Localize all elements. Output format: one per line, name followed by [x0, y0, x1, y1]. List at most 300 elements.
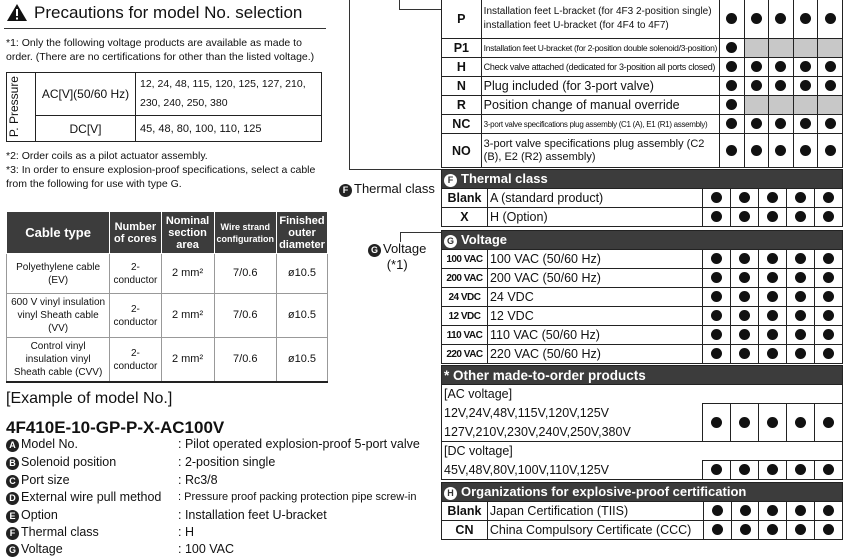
- cable-table: [6, 211, 328, 383]
- precautions-heading: [6, 3, 302, 23]
- example-label: External wire pull method: [21, 490, 162, 504]
- unavailable-cell: [744, 96, 769, 115]
- filled-circle-icon: [712, 505, 723, 516]
- ac-voltage-line: 12V,24V,48V,115V,120V,125V: [442, 404, 703, 423]
- cable-strand: 7/0.6: [214, 338, 277, 383]
- example-title: [Example of model No.]: [6, 390, 173, 407]
- certification-code: Blank: [442, 502, 488, 521]
- availability-mark: [731, 288, 759, 307]
- availability-mark: [787, 521, 815, 540]
- filled-circle-icon: [825, 80, 836, 91]
- filled-circle-icon: [775, 80, 786, 91]
- filled-circle-icon: [795, 348, 806, 359]
- example-row: [6, 454, 436, 471]
- filled-circle-icon: [775, 145, 786, 156]
- cable-strand: 7/0.6: [214, 294, 277, 338]
- option-code: NC: [442, 115, 482, 134]
- letter-c-icon: C: [6, 475, 19, 488]
- warning-icon: [6, 3, 28, 22]
- availability-mark: [759, 404, 787, 442]
- table-row: [442, 521, 843, 540]
- cable-cores: 2-conductor: [110, 254, 161, 294]
- filled-circle-icon: [767, 417, 778, 428]
- filled-circle-icon: [711, 291, 722, 302]
- filled-circle-icon: [711, 310, 722, 321]
- option-desc: Position change of manual override: [481, 96, 719, 115]
- filled-circle-icon: [767, 291, 778, 302]
- dc-label: DC[V]: [36, 116, 136, 142]
- filled-circle-icon: [711, 464, 722, 475]
- availability-mark: [703, 288, 731, 307]
- cable-header-type: Cable type: [7, 212, 110, 254]
- example-row: [6, 472, 436, 489]
- availability-mark: [787, 307, 815, 326]
- table-row: [442, 58, 843, 77]
- filled-circle-icon: [751, 145, 762, 156]
- availability-mark: [720, 134, 745, 168]
- availability-mark: [787, 269, 815, 288]
- letter-d-icon: D: [6, 492, 19, 505]
- note-2: *2: Order coils as a pilot actuator assembly.: [6, 150, 208, 162]
- cable-type: 600 V vinyl insulation vinyl Sheath cable (VV): [7, 294, 110, 338]
- cable-type: Control vinyl insulation vinyl Sheath cable (CVV): [7, 338, 110, 383]
- availability-mark: [815, 521, 843, 540]
- option-code: N: [442, 77, 482, 96]
- option-desc: 3-port valve specifications plug assembly (C1 (A), E1 (R1) assembly): [481, 115, 719, 134]
- ac-voltage-line: 127V,210V,230V,240V,250V,380V: [442, 423, 703, 442]
- availability-mark: [815, 208, 843, 227]
- filled-circle-icon: [823, 291, 834, 302]
- example-row: [6, 541, 436, 558]
- availability-mark: [744, 77, 769, 96]
- filled-circle-icon: [823, 272, 834, 283]
- availability-mark: [720, 77, 745, 96]
- availability-mark: [787, 288, 815, 307]
- availability-mark: [759, 461, 787, 480]
- letter-e-icon: E: [6, 510, 19, 523]
- filled-circle-icon: [795, 192, 806, 203]
- availability-mark: [793, 77, 818, 96]
- filled-circle-icon: [800, 13, 811, 24]
- table-row: [442, 461, 843, 480]
- filled-circle-icon: [767, 192, 778, 203]
- dc-values: 45, 48, 80, 100, 110, 125: [136, 116, 322, 142]
- cable-diameter: ø10.5: [277, 338, 328, 383]
- table-row: [442, 345, 843, 364]
- filled-circle-icon: [795, 505, 806, 516]
- filled-circle-icon: [800, 145, 811, 156]
- availability-mark: [793, 115, 818, 134]
- availability-mark: [815, 461, 843, 480]
- letter-g-icon: G: [368, 244, 381, 257]
- thermal-code: Blank: [442, 189, 488, 208]
- availability-mark: [731, 404, 759, 442]
- filled-circle-icon: [726, 61, 737, 72]
- availability-mark: [793, 134, 818, 168]
- thermal-class-title: Thermal class: [461, 171, 548, 186]
- example-label: Thermal class: [21, 525, 99, 539]
- availability-mark: [703, 250, 731, 269]
- pressure-label: P. Pressure: [7, 76, 21, 138]
- note-3: *3: In order to ensure explosion-proof specifications, select a cable from the following for use with type G.: [6, 164, 316, 190]
- heading-divider: [4, 28, 326, 29]
- example-label: Port size: [21, 473, 70, 487]
- voltage-code: 100 VAC: [442, 250, 488, 269]
- table-row: [442, 250, 843, 269]
- example-row: [6, 524, 436, 541]
- thermal-desc: A (standard product): [487, 189, 702, 208]
- table-row: [442, 307, 843, 326]
- availability-mark: [759, 326, 787, 345]
- availability-mark: [787, 208, 815, 227]
- thermal-class-header: [442, 170, 843, 189]
- unavailable-cell: [769, 39, 794, 58]
- filled-circle-icon: [711, 211, 722, 222]
- filled-circle-icon: [795, 524, 806, 535]
- thermal-desc: H (Option): [487, 208, 702, 227]
- example-value: : Pilot operated explosion-proof 5-port valve: [178, 437, 420, 451]
- table-row: [442, 0, 843, 39]
- availability-mark: [720, 58, 745, 77]
- availability-mark: [744, 134, 769, 168]
- thermal-class-connector-label: [339, 181, 435, 197]
- table-row: [442, 326, 843, 345]
- filled-circle-icon: [775, 118, 786, 129]
- filled-circle-icon: [767, 348, 778, 359]
- filled-circle-icon: [795, 253, 806, 264]
- option-desc: Installation feet U-bracket (for 2-position double solenoid/3-position): [481, 39, 719, 58]
- voltage-desc: 220 VAC (50/60 Hz): [487, 345, 702, 364]
- cable-area: 2 mm²: [161, 294, 214, 338]
- filled-circle-icon: [795, 464, 806, 475]
- letter-h-icon: H: [444, 487, 457, 500]
- table-row: [442, 96, 843, 115]
- voltage-desc: 12 VDC: [487, 307, 702, 326]
- availability-mark: [787, 189, 815, 208]
- option-code: P: [442, 0, 482, 39]
- voltage-desc: 110 VAC (50/60 Hz): [487, 326, 702, 345]
- availability-mark: [787, 250, 815, 269]
- precautions-title: Precautions for model No. selection: [34, 3, 303, 22]
- ac-values: 12, 24, 48, 115, 120, 125, 127, 210, 230, 240, 250, 380: [136, 73, 322, 116]
- filled-circle-icon: [740, 505, 751, 516]
- voltage-desc: 24 VDC: [487, 288, 702, 307]
- availability-mark: [818, 134, 843, 168]
- table-row: [442, 189, 843, 208]
- filled-circle-icon: [712, 524, 723, 535]
- filled-circle-icon: [795, 310, 806, 321]
- availability-mark: [818, 58, 843, 77]
- cable-strand: 7/0.6: [214, 254, 277, 294]
- availability-mark: [793, 58, 818, 77]
- thermal-class-table: [441, 169, 843, 227]
- availability-mark: [731, 208, 759, 227]
- note-1: *1: Only the following voltage products are available as made to order. (There are no certifications for other than the listed voltage.): [6, 37, 315, 63]
- table-row: [442, 208, 843, 227]
- availability-mark: [731, 250, 759, 269]
- connector-line: [399, 9, 441, 10]
- availability-mark: [744, 58, 769, 77]
- availability-mark: [759, 189, 787, 208]
- connector-line: [400, 232, 441, 233]
- table-row: [7, 294, 328, 338]
- filled-circle-icon: [795, 272, 806, 283]
- example-model: 4F410E-10-GP-P-X-AC100V: [6, 418, 225, 437]
- filled-circle-icon: [825, 145, 836, 156]
- availability-mark: [759, 345, 787, 364]
- filled-circle-icon: [711, 417, 722, 428]
- table-row: [442, 502, 843, 521]
- availability-mark: [703, 521, 731, 540]
- table-row: [442, 77, 843, 96]
- availability-mark: [787, 461, 815, 480]
- pressure-cell: [7, 73, 36, 142]
- filled-circle-icon: [726, 145, 737, 156]
- filled-circle-icon: [751, 118, 762, 129]
- availability-mark: [744, 115, 769, 134]
- filled-circle-icon: [795, 329, 806, 340]
- availability-mark: [703, 345, 731, 364]
- option-desc: Check valve attached (dedicated for 3-position all ports closed): [481, 58, 719, 77]
- option-code: R: [442, 96, 482, 115]
- option-table: [441, 0, 843, 168]
- filled-circle-icon: [739, 310, 750, 321]
- availability-mark: [731, 326, 759, 345]
- letter-f-icon: F: [444, 174, 457, 187]
- cable-area: 2 mm²: [161, 338, 214, 383]
- table-row: [442, 404, 843, 423]
- availability-mark: [787, 502, 815, 521]
- availability-mark: [731, 502, 759, 521]
- filled-circle-icon: [795, 291, 806, 302]
- filled-circle-icon: [739, 329, 750, 340]
- example-row: [6, 436, 436, 453]
- availability-mark: [720, 96, 745, 115]
- availability-mark: [815, 404, 843, 442]
- filled-circle-icon: [823, 310, 834, 321]
- voltage-label: Voltage: [383, 241, 427, 256]
- filled-circle-icon: [751, 80, 762, 91]
- filled-circle-icon: [823, 524, 834, 535]
- example-value: : 100 VAC: [178, 542, 235, 556]
- availability-mark: [787, 326, 815, 345]
- availability-mark: [703, 502, 731, 521]
- example-row: [6, 507, 436, 524]
- table-row: [442, 134, 843, 168]
- voltage-desc: 100 VAC (50/60 Hz): [487, 250, 702, 269]
- availability-mark: [815, 326, 843, 345]
- example-row: [6, 489, 436, 506]
- filled-circle-icon: [825, 61, 836, 72]
- option-desc: Installation feet L-bracket (for 4F3 2-position single) installation feet U-bracket (for 4F4 to 4F7): [481, 0, 719, 39]
- letter-g-icon: G: [6, 544, 19, 557]
- availability-mark: [731, 307, 759, 326]
- option-desc: 3-port valve specifications plug assembly (C2 (B), E2 (R2) assembly): [481, 134, 719, 168]
- certification-header: [442, 483, 843, 502]
- availability-mark: [731, 269, 759, 288]
- availability-mark: [815, 269, 843, 288]
- filled-circle-icon: [739, 211, 750, 222]
- availability-mark: [720, 39, 745, 58]
- connector-line: [349, 169, 441, 170]
- availability-mark: [744, 0, 769, 39]
- filled-circle-icon: [800, 80, 811, 91]
- voltage-code: 110 VAC: [442, 326, 488, 345]
- filled-circle-icon: [767, 253, 778, 264]
- availability-mark: [731, 521, 759, 540]
- voltage-code: 220 VAC: [442, 345, 488, 364]
- filled-circle-icon: [739, 291, 750, 302]
- other-products-table: [441, 365, 843, 480]
- availability-mark: [703, 461, 731, 480]
- filled-circle-icon: [767, 329, 778, 340]
- availability-mark: [815, 288, 843, 307]
- availability-mark: [769, 0, 794, 39]
- letter-a-icon: A: [6, 439, 19, 452]
- availability-mark: [769, 134, 794, 168]
- filled-circle-icon: [767, 272, 778, 283]
- filled-circle-icon: [751, 13, 762, 24]
- option-code: P1: [442, 39, 482, 58]
- thermal-code: X: [442, 208, 488, 227]
- certification-code: CN: [442, 521, 488, 540]
- availability-mark: [759, 288, 787, 307]
- dc-voltage-header: [DC voltage]: [442, 442, 843, 461]
- unavailable-cell: [818, 96, 843, 115]
- filled-circle-icon: [739, 417, 750, 428]
- availability-mark: [703, 208, 731, 227]
- availability-mark: [731, 189, 759, 208]
- availability-mark: [703, 326, 731, 345]
- table-row: [7, 254, 328, 294]
- certification-desc: China Compulsory Certificate (CCC): [487, 521, 703, 540]
- filled-circle-icon: [711, 253, 722, 264]
- ac-voltage-header: [AC voltage]: [442, 385, 843, 404]
- voltage-desc: 200 VAC (50/60 Hz): [487, 269, 702, 288]
- availability-mark: [815, 502, 843, 521]
- availability-mark: [815, 189, 843, 208]
- filled-circle-icon: [711, 192, 722, 203]
- filled-circle-icon: [726, 99, 737, 110]
- ac-label: AC[V](50/60 Hz): [36, 73, 136, 116]
- filled-circle-icon: [767, 505, 778, 516]
- filled-circle-icon: [726, 42, 737, 53]
- option-code: H: [442, 58, 482, 77]
- table-row: [7, 338, 328, 383]
- availability-mark: [703, 404, 731, 442]
- filled-circle-icon: [739, 272, 750, 283]
- cable-diameter: ø10.5: [277, 254, 328, 294]
- availability-mark: [759, 250, 787, 269]
- filled-circle-icon: [726, 118, 737, 129]
- filled-circle-icon: [739, 464, 750, 475]
- availability-mark: [759, 521, 787, 540]
- filled-circle-icon: [767, 211, 778, 222]
- filled-circle-icon: [739, 253, 750, 264]
- voltage-table: [441, 230, 843, 364]
- voltage-code: 12 VDC: [442, 307, 488, 326]
- voltage-availability-table: [6, 72, 322, 142]
- cable-cores: 2-conductor: [110, 338, 161, 383]
- cable-header-cores: Number of cores: [110, 212, 161, 254]
- option-code: NO: [442, 134, 482, 168]
- unavailable-cell: [769, 96, 794, 115]
- availability-mark: [731, 345, 759, 364]
- voltage-connector-label: [368, 241, 426, 272]
- voltage-code: 24 VDC: [442, 288, 488, 307]
- unavailable-cell: [793, 39, 818, 58]
- filled-circle-icon: [795, 417, 806, 428]
- filled-circle-icon: [823, 211, 834, 222]
- filled-circle-icon: [823, 505, 834, 516]
- availability-mark: [703, 189, 731, 208]
- availability-mark: [818, 115, 843, 134]
- availability-mark: [787, 345, 815, 364]
- availability-mark: [787, 404, 815, 442]
- cable-header-strand: Wire strand configuration: [214, 212, 277, 254]
- filled-circle-icon: [823, 417, 834, 428]
- unavailable-cell: [793, 96, 818, 115]
- filled-circle-icon: [711, 272, 722, 283]
- cable-area: 2 mm²: [161, 254, 214, 294]
- availability-mark: [769, 58, 794, 77]
- availability-mark: [731, 461, 759, 480]
- availability-mark: [703, 269, 731, 288]
- example-label: Voltage: [21, 542, 63, 556]
- cable-header-diameter: Finished outer diameter: [277, 212, 328, 254]
- example-value: : Installation feet U-bracket: [178, 508, 327, 522]
- availability-mark: [769, 77, 794, 96]
- dc-voltage-line: 45V,48V,80V,100V,110V,125V: [442, 461, 703, 480]
- filled-circle-icon: [795, 211, 806, 222]
- table-row: [442, 115, 843, 134]
- availability-mark: [759, 269, 787, 288]
- certification-table: [441, 482, 843, 540]
- filled-circle-icon: [740, 524, 751, 535]
- filled-circle-icon: [739, 192, 750, 203]
- availability-mark: [703, 307, 731, 326]
- letter-g-icon: G: [444, 235, 457, 248]
- filled-circle-icon: [739, 348, 750, 359]
- example-label: Model No.: [21, 437, 78, 451]
- availability-mark: [720, 115, 745, 134]
- availability-mark: [759, 502, 787, 521]
- example-value: : H: [178, 525, 194, 539]
- filled-circle-icon: [767, 524, 778, 535]
- availability-mark: [759, 307, 787, 326]
- filled-circle-icon: [825, 13, 836, 24]
- availability-mark: [720, 0, 745, 39]
- filled-circle-icon: [711, 329, 722, 340]
- filled-circle-icon: [767, 310, 778, 321]
- filled-circle-icon: [751, 61, 762, 72]
- cable-type: Polyethylene cable (EV): [7, 254, 110, 294]
- filled-circle-icon: [775, 61, 786, 72]
- cable-diameter: ø10.5: [277, 294, 328, 338]
- availability-mark: [818, 0, 843, 39]
- availability-mark: [759, 208, 787, 227]
- voltage-title: Voltage: [461, 232, 507, 247]
- unavailable-cell: [744, 39, 769, 58]
- example-value: : Rc3/8: [178, 473, 218, 487]
- filled-circle-icon: [825, 118, 836, 129]
- filled-circle-icon: [823, 329, 834, 340]
- filled-circle-icon: [823, 253, 834, 264]
- table-row: [442, 269, 843, 288]
- cable-cores: 2-conductor: [110, 294, 161, 338]
- thermal-class-label: Thermal class: [354, 181, 435, 196]
- connector-line: [349, 0, 350, 170]
